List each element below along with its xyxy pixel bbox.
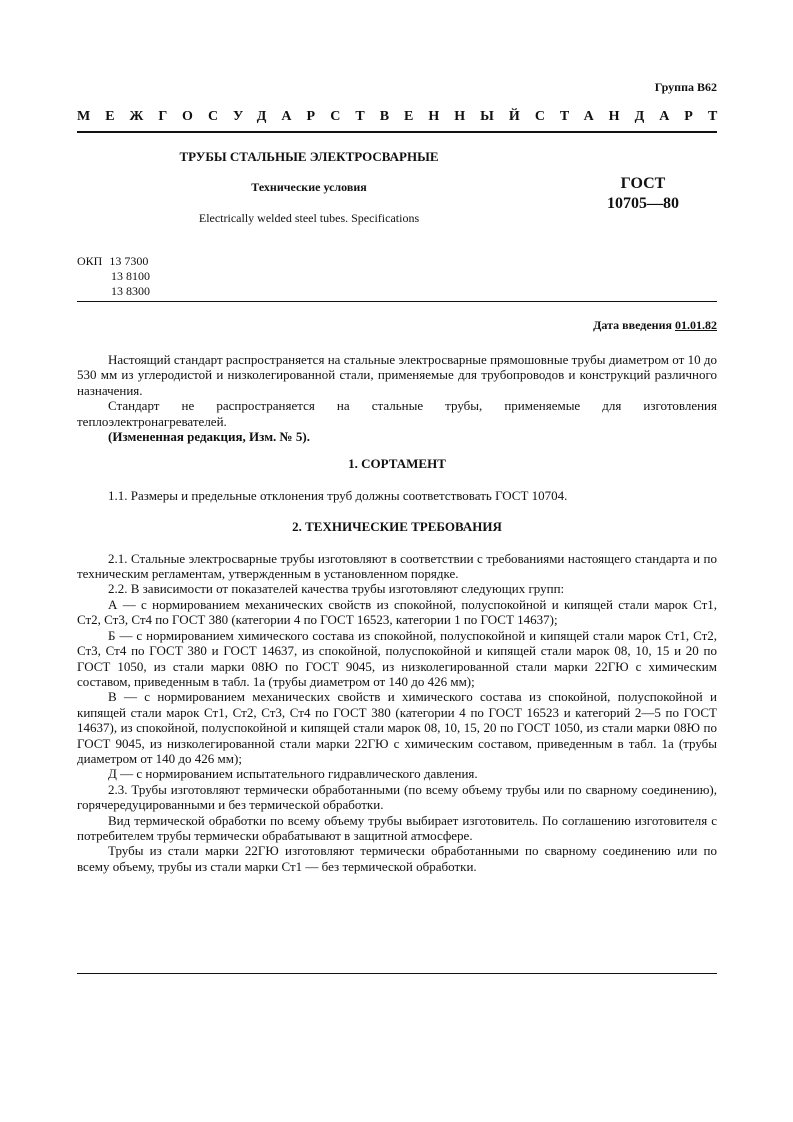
section-paragraph: А — с нормированием механических свойств из спокойной, полуспокойной и кипящей стали марок Ст1, Ст2, Ст3, Ст4 по ГОСТ 380 (категории 4 по ГОСТ 16523, категории 1 по ГОСТ 14637);	[77, 596, 717, 628]
gost-number	[560, 174, 726, 214]
gost-label: ГОСТ	[620, 175, 666, 192]
banner-rule	[77, 131, 717, 133]
document-body	[77, 352, 717, 874]
section-paragraph: Б — с нормированием химического состава из спокойной, полуспокойной и кипящей стали марок Ст1, Ст2, Ст3, Ст4 по ГОСТ 380 и ГОСТ 14637, из спокойной, полуспокойной и кипящей стали марок 08, 10, 15 и 20 по ГОСТ 1050, из стали марки 08Ю по ГОСТ 9045, из низколегированной стали марки 22ГЮ с химическим составом, приведенным в табл. 1а (трубы диаметром от 140 до 426 мм);	[77, 627, 717, 689]
okp-label: ОКП	[77, 254, 103, 268]
section-paragraph: В — с нормированием механических свойств и химического состава из спокойной, полуспокойной и кипящей стали марок Ст1, Ст2, Ст3, Ст4 по ГОСТ 380 (категории 4 по ГОСТ 16523 и категорий 2—5 по ГОСТ 14637), из спокойной, полуспокойной и кипящей стали марок 08, 10, 15, 20 по ГОСТ 1050, из стали марки 08Ю по ГОСТ 9045, из низколегированной стали марки 22ГЮ с химическим составом, приведенным в табл. 1а (трубы диаметром от 140 до 426 мм);	[77, 689, 717, 766]
intro-paragraph: Стандарт не распространяется на стальные трубы, применяемые для изготовления теплоэлектронагревателей.	[77, 398, 717, 429]
banner-word-interstate: МЕЖГОСУДАРСТВЕННЫЙ	[77, 109, 535, 124]
gost-code: 10705—80	[607, 195, 679, 212]
okp-code: 13 7300	[109, 254, 149, 268]
section-paragraph: 2.3. Трубы изготовляют термически обработанными (по всему объему трубы или по сварному соединению), горячередуцированными и без термической обработки.	[77, 781, 717, 813]
section-heading-assortment: 1. СОРТАМЕНТ	[348, 456, 446, 472]
section-heading-technical-requirements: 2. ТЕХНИЧЕСКИЕ ТРЕБОВАНИЯ	[292, 519, 502, 535]
section-paragraph: 2.1. Стальные электросварные трубы изготовляют в соответствии с требованиями настоящего стандарта и по техническим регламентам, утвержденным в установленном порядке.	[77, 550, 717, 582]
okp-code: 13 8300	[111, 284, 150, 298]
standard-banner	[77, 109, 733, 125]
banner-word-standard: СТАНДАРТ	[534, 109, 733, 124]
section-paragraph: Трубы из стали марки 22ГЮ изготовляют термически обработанными по сварному соединению или по всему объему, трубы из стали марки Ст1 — без термической обработки.	[77, 843, 717, 874]
effective-date-label: Дата введения	[593, 318, 672, 332]
footer-rule	[77, 973, 717, 974]
effective-date-value: 01.01.82	[675, 318, 717, 332]
section-paragraph: Вид термической обработки по всему объему трубы выбирает изготовитель. По соглашению изготовителя с потребителем трубы термически обрабатывают в защитной атмосфере.	[77, 812, 717, 843]
okp-codes	[77, 254, 150, 299]
intro-paragraph: Настоящий стандарт распространяется на стальные электросварные прямошовные трубы диаметром от 10 до 530 мм из углеродистой и низколегированной стали, применяемые для трубопроводов и конструкций различного назначения.	[77, 352, 717, 398]
document-title: ТРУБЫ СТАЛЬНЫЕ ЭЛЕКТРОСВАРНЫЕ	[179, 149, 439, 164]
group-code: Группа В62	[654, 80, 717, 94]
effective-date	[420, 318, 717, 333]
section-paragraph: 2.2. В зависимости от показателей качества трубы изготовляют следующих групп:	[108, 581, 565, 597]
okp-code: 13 8100	[111, 269, 150, 283]
section-paragraph: 1.1. Размеры и предельные отклонения труб должны соответствовать ГОСТ 10704.	[108, 487, 568, 503]
section-paragraph: Д — с нормированием испытательного гидравлического давления.	[108, 766, 478, 782]
amendment-note: (Измененная редакция, Изм. № 5).	[108, 429, 310, 445]
document-subtitle: Технические условия	[251, 180, 367, 194]
header-rule	[77, 301, 717, 302]
okp-line-1	[77, 254, 150, 269]
document-title-english: Electrically welded steel tubes. Specifications	[198, 211, 420, 225]
